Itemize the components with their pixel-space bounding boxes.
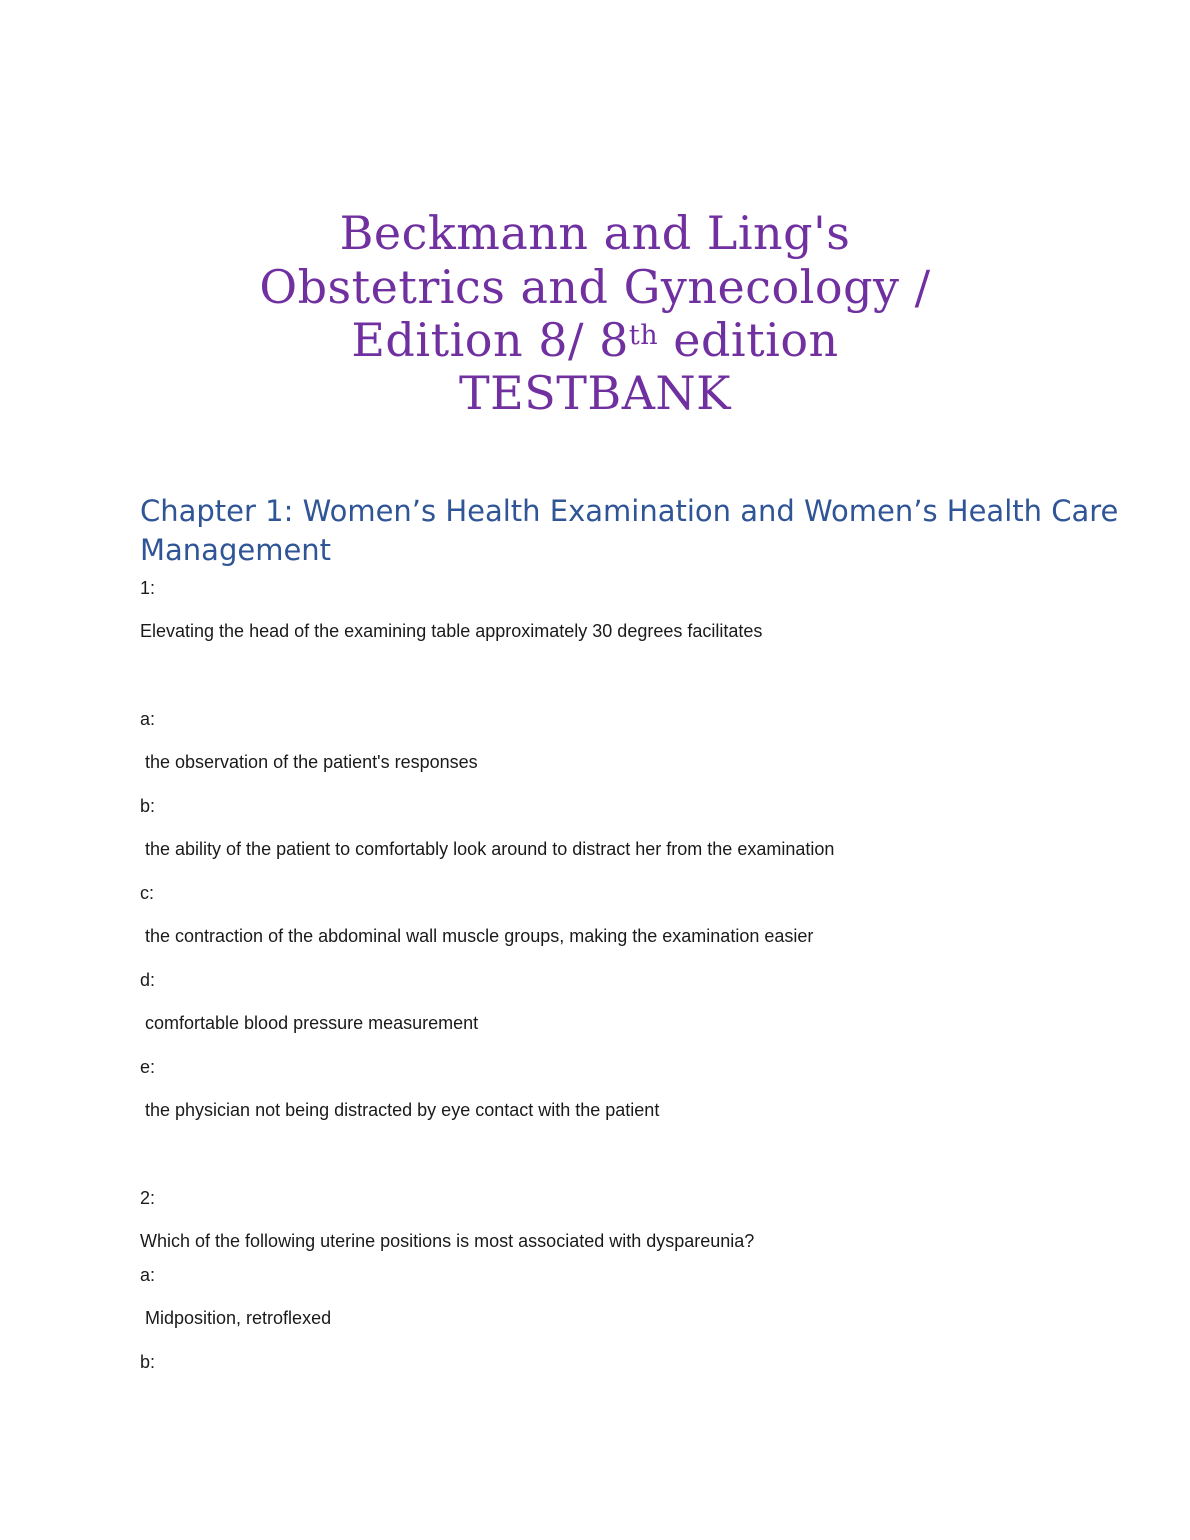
document-title-line-4: TESTBANK [458, 366, 732, 420]
question-number: 1: [140, 578, 156, 598]
edition-text: Edition 8/ 8 [351, 313, 629, 367]
option-label: d: [140, 970, 156, 990]
option-label: a: [140, 1265, 156, 1285]
document-title-line-3 [0, 313, 1190, 367]
option-text: the physician not being distracted by eye contact with the patient [145, 1100, 660, 1120]
option-label: a: [140, 709, 156, 729]
chapter-heading-line-1: Chapter 1: Women’s Health Examination and Women’s Health Care [140, 494, 1119, 528]
option-text: the observation of the patient's responses [145, 752, 478, 772]
document-title-line-1: Beckmann and Ling's [339, 206, 851, 260]
chapter-heading-line-2: Management [140, 533, 332, 567]
option-label: c: [140, 883, 155, 903]
document-title-line-2: Obstetrics and Gynecology / [259, 260, 931, 314]
question-text: Which of the following uterine positions is most associated with dyspareunia? [140, 1231, 755, 1251]
option-text: Midposition, retroflexed [145, 1308, 332, 1328]
option-label: b: [140, 796, 156, 816]
option-label: b: [140, 1352, 156, 1372]
option-text: the ability of the patient to comfortably look around to distract her from the examination [145, 839, 835, 859]
option-text: comfortable blood pressure measurement [145, 1013, 479, 1033]
question-text: Elevating the head of the examining table approximately 30 degrees facilitates [140, 621, 763, 641]
edition-superscript: th [628, 320, 659, 351]
option-label: e: [140, 1057, 156, 1077]
question-number: 2: [140, 1188, 156, 1208]
option-text: the contraction of the abdominal wall muscle groups, making the examination easier [145, 926, 814, 946]
edition-suffix: edition [658, 313, 839, 367]
